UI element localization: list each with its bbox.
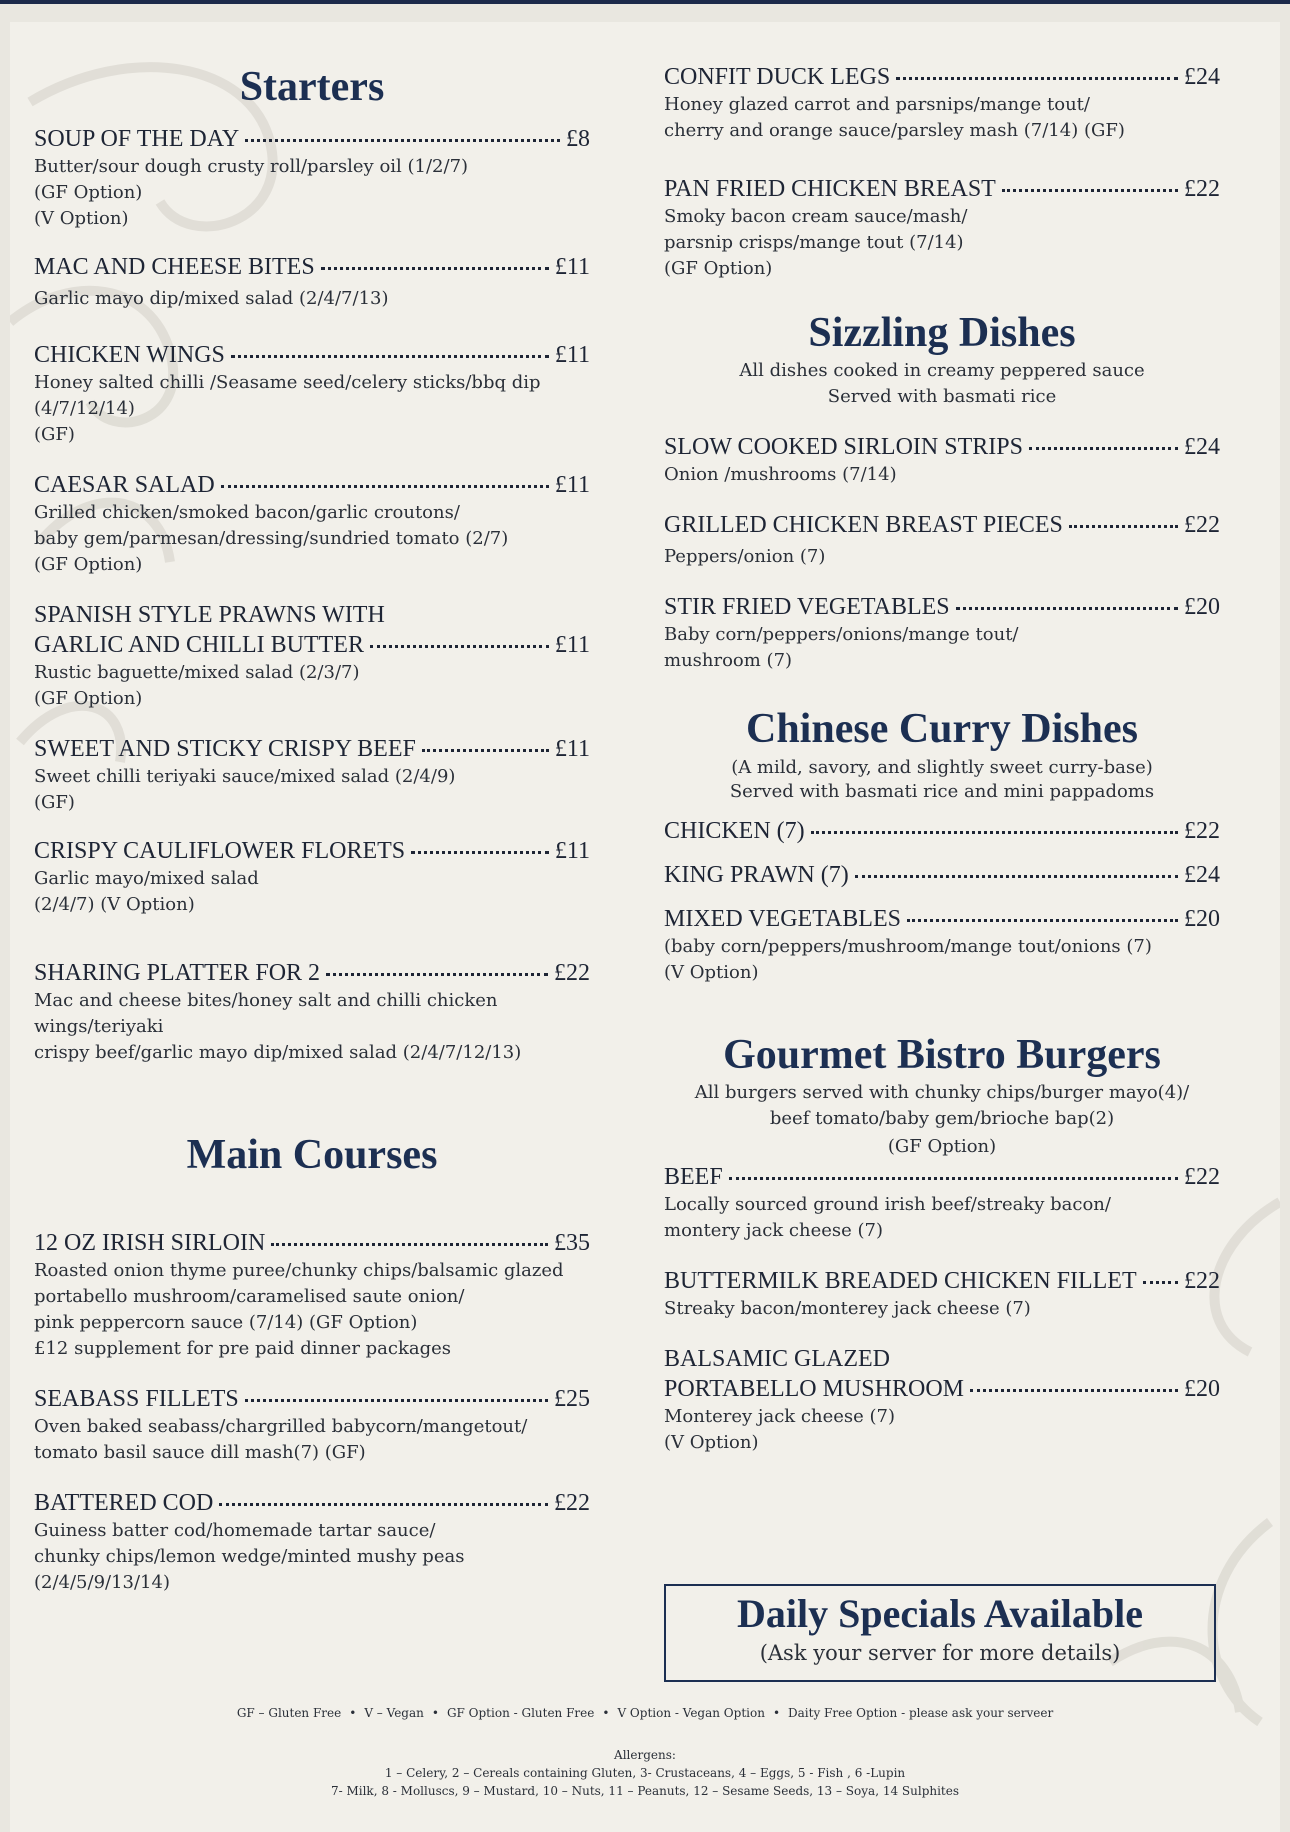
leader-dots — [245, 1399, 548, 1402]
item-description: Honey glazed carrot and parsnips/mange tout/ cherry and orange sauce/parsley mash (7/14) (GF) — [664, 94, 1125, 141]
item-price: £22 — [1184, 512, 1220, 538]
leader-dots — [326, 973, 548, 976]
item-name: SWEET AND STICKY CRISPY BEEF — [34, 736, 416, 762]
menu-item — [34, 1488, 590, 1596]
item-description: Onion /mushrooms (7/14) — [664, 464, 897, 485]
leader-dots — [271, 1243, 548, 1246]
menu-item — [664, 592, 1220, 674]
menu-item — [34, 1228, 590, 1362]
item-description: Locally sourced ground irish beef/streaky bacon/ montery jack cheese (7) — [664, 1194, 1111, 1241]
item-name-line1: SPANISH STYLE PRAWNS WITH — [34, 602, 385, 628]
item-name: SOUP OF THE DAY — [34, 126, 240, 152]
leader-dots — [370, 645, 549, 648]
item-name: GRILLED CHICKEN BREAST PIECES — [664, 512, 1063, 538]
leader-dots — [245, 139, 560, 142]
item-name: BEEF — [664, 1164, 723, 1190]
right-column — [664, 40, 1220, 1456]
starters-title: Starters — [239, 64, 385, 110]
leader-dots — [811, 831, 1178, 834]
item-description: (baby corn/peppers/mushroom/mange tout/onions (7) (V Option) — [664, 936, 1152, 983]
leader-dots — [1002, 189, 1178, 192]
item-description: Monterey jack cheese (7) (V Option) — [664, 1406, 896, 1453]
item-price: £11 — [554, 736, 590, 762]
item-price: £22 — [1184, 818, 1220, 844]
item-description: Garlic mayo dip/mixed salad (2/4/7/13) — [34, 288, 389, 309]
item-price: £22 — [1184, 1164, 1220, 1190]
item-price: £22 — [1184, 1268, 1220, 1294]
leader-dots — [1143, 1281, 1178, 1284]
daily-specials-title: Daily Specials Available — [737, 1591, 1143, 1636]
menu-item — [664, 904, 1220, 986]
leader-dots — [907, 919, 1178, 922]
item-description: Streaky bacon/monterey jack cheese (7) — [664, 1298, 1031, 1319]
item-name: SHARING PLATTER FOR 2 — [34, 960, 321, 986]
menu-item — [34, 958, 590, 1066]
item-name: PORTABELLO MUSHROOM — [664, 1376, 964, 1402]
legend-item: V Option - Vegan Option — [617, 1706, 765, 1720]
main-courses-title: Main Courses — [186, 1132, 438, 1178]
item-price: £22 — [554, 960, 590, 986]
item-price: £8 — [566, 126, 590, 152]
item-name: PAN FRIED CHICKEN BREAST — [664, 176, 996, 202]
curry-note: (A mild, savory, and slightly sweet curry-base) — [731, 757, 1153, 778]
menu-item — [34, 600, 590, 712]
menu-item — [34, 470, 590, 578]
item-price: £24 — [1184, 434, 1220, 460]
leader-dots — [411, 851, 549, 854]
item-description: Rustic baguette/mixed salad (2/3/7) (GF Option) — [34, 662, 360, 709]
menu-item — [34, 252, 590, 312]
menu-item — [34, 836, 590, 918]
menu-item — [34, 734, 590, 816]
menu-item — [664, 816, 1220, 846]
item-description: Sweet chilli teriyaki sauce/mixed salad (2/4/9) (GF) — [34, 766, 456, 813]
leader-dots — [422, 749, 549, 752]
item-price: £11 — [554, 342, 590, 368]
item-name: CONFIT DUCK LEGS — [664, 64, 891, 90]
allergens-title: Allergens: — [614, 1748, 676, 1762]
menu-item — [34, 340, 590, 448]
burgers-note: (GF Option) — [887, 1136, 997, 1157]
item-name: BATTERED COD — [34, 1490, 214, 1516]
item-description: Garlic mayo/mixed salad (2/4/7) (V Option) — [34, 868, 259, 915]
item-price: £20 — [1184, 1376, 1220, 1402]
left-column — [34, 40, 590, 1596]
leader-dots — [1069, 525, 1178, 528]
item-name: SEABASS FILLETS — [34, 1386, 239, 1412]
item-price: £11 — [554, 254, 590, 280]
item-name: MAC AND CHEESE BITES — [34, 254, 315, 280]
menu-item — [34, 124, 590, 232]
sizzling-note: All dishes cooked in creamy peppered sauce — [739, 360, 1145, 381]
item-name: MIXED VEGETABLES — [664, 906, 901, 932]
daily-specials-box — [664, 1584, 1216, 1682]
item-price: £20 — [1184, 906, 1220, 932]
item-name: 12 OZ IRISH SIRLOIN — [34, 1230, 266, 1256]
item-description: Honey salted chilli /Seasame seed/celery sticks/bbq dip (4/7/12/14) (GF) — [34, 372, 541, 445]
leader-dots — [321, 267, 549, 270]
chinese-curry-title: Chinese Curry Dishes — [745, 706, 1138, 752]
leader-dots — [231, 355, 549, 358]
leader-dots — [896, 77, 1178, 80]
item-name: BUTTERMILK BREADED CHICKEN FILLET — [664, 1268, 1137, 1294]
burgers-title: Gourmet Bistro Burgers — [723, 1032, 1161, 1078]
diet-legend: GF – Gluten Free • V – Vegan • GF Option - Gluten Free • V Option - Vegan Option • Daity Free Option - please ask your serveer — [236, 1706, 1054, 1720]
item-name: CRISPY CAULIFLOWER FLORETS — [34, 838, 406, 864]
allergens-line: 7- Milk, 8 - Molluscs, 9 – Mustard, 10 – Nuts, 11 – Peanuts, 12 – Sesame Seeds, 13 – Soya, 14 Sulphites — [330, 1784, 960, 1798]
item-price: £11 — [554, 632, 590, 658]
item-description: Oven baked seabass/chargrilled babycorn/mangetout/ tomato basil sauce dill mash(7) (GF) — [34, 1416, 528, 1463]
item-price: £25 — [554, 1386, 590, 1412]
daily-specials-subtitle: (Ask your server for more details) — [759, 1641, 1121, 1665]
menu-item — [664, 860, 1220, 890]
menu-item — [664, 62, 1220, 144]
allergens-line: 1 – Celery, 2 – Cereals containing Gluten, 3- Crustaceans, 4 – Eggs, 5 - Fish , 6 -Lupin — [384, 1766, 906, 1780]
menu-item — [664, 1162, 1220, 1244]
leader-dots — [970, 1389, 1178, 1392]
legend-item: GF – Gluten Free — [236, 1706, 342, 1720]
legend-item: GF Option - Gluten Free — [446, 1706, 595, 1720]
item-price: £24 — [1184, 862, 1220, 888]
item-price: £20 — [1184, 594, 1220, 620]
item-description: Peppers/onion (7) — [664, 546, 826, 567]
item-name: KING PRAWN (7) — [664, 862, 849, 888]
item-price: £22 — [554, 1490, 590, 1516]
leader-dots — [956, 607, 1178, 610]
item-name: GARLIC AND CHILLI BUTTER — [34, 632, 364, 658]
item-name: SLOW COOKED SIRLOIN STRIPS — [664, 434, 1023, 460]
item-description: Mac and cheese bites/honey salt and chilli chicken wings/teriyaki crispy beef/garlic mayo dip/mixed salad (2/4/7/12/13) — [34, 990, 522, 1063]
item-description: Butter/sour dough crusty roll/parsley oil (1/2/7) (GF Option) (V Option) — [34, 156, 469, 229]
menu-item — [34, 1384, 590, 1466]
item-name: STIR FRIED VEGETABLES — [664, 594, 950, 620]
menu-item — [664, 432, 1220, 488]
sizzling-dishes-title: Sizzling Dishes — [808, 310, 1076, 356]
item-description: Guiness batter cod/homemade tartar sauce/ chunky chips/lemon wedge/minted mushy peas (2/4/5/9/13/14) — [34, 1520, 465, 1593]
top-border — [0, 0, 1290, 4]
allergens-list — [0, 1746, 1290, 1800]
item-price: £11 — [554, 472, 590, 498]
leader-dots — [1029, 447, 1178, 450]
item-price: £35 — [554, 1230, 590, 1256]
menu-item — [664, 1266, 1220, 1322]
item-description: Roasted onion thyme puree/chunky chips/balsamic glazed portabello mushroom/caramelised saute onion/ pink peppercorn sauce (7/14) (GF Option) £12 supplement for pre paid dinner packages — [34, 1260, 564, 1359]
sizzling-note: Served with basmati rice — [827, 386, 1057, 407]
burgers-note: All burgers served with chunky chips/burger mayo(4)/ — [694, 1082, 1190, 1103]
item-name: CHICKEN WINGS — [34, 342, 225, 368]
item-description: Smoky bacon cream sauce/mash/ parsnip crisps/mange tout (7/14) (GF Option) — [664, 206, 968, 279]
item-name-line1: BALSAMIC GLAZED — [664, 1346, 890, 1372]
curry-note: Served with basmati rice and mini pappadoms — [729, 781, 1155, 802]
leader-dots — [219, 1503, 548, 1506]
legend-item: Daity Free Option - please ask your serveer — [788, 1706, 1054, 1720]
legend-item: V – Vegan — [364, 1706, 424, 1720]
menu-item — [664, 510, 1220, 570]
item-price: £24 — [1184, 64, 1220, 90]
leader-dots — [855, 875, 1178, 878]
item-name: CAESAR SALAD — [34, 472, 215, 498]
item-price: £11 — [554, 838, 590, 864]
burgers-note: beef tomato/baby gem/brioche bap(2) — [769, 1108, 1115, 1129]
item-description: Grilled chicken/smoked bacon/garlic croutons/ baby gem/parmesan/dressing/sundried tomato (2/7) (GF Option) — [34, 502, 509, 575]
item-price: £22 — [1184, 176, 1220, 202]
menu-item — [664, 1344, 1220, 1456]
item-name: CHICKEN (7) — [664, 818, 805, 844]
item-description: Baby corn/peppers/onions/mange tout/ mushroom (7) — [664, 624, 1019, 671]
leader-dots — [221, 485, 549, 488]
leader-dots — [729, 1177, 1178, 1180]
menu-item — [664, 174, 1220, 282]
